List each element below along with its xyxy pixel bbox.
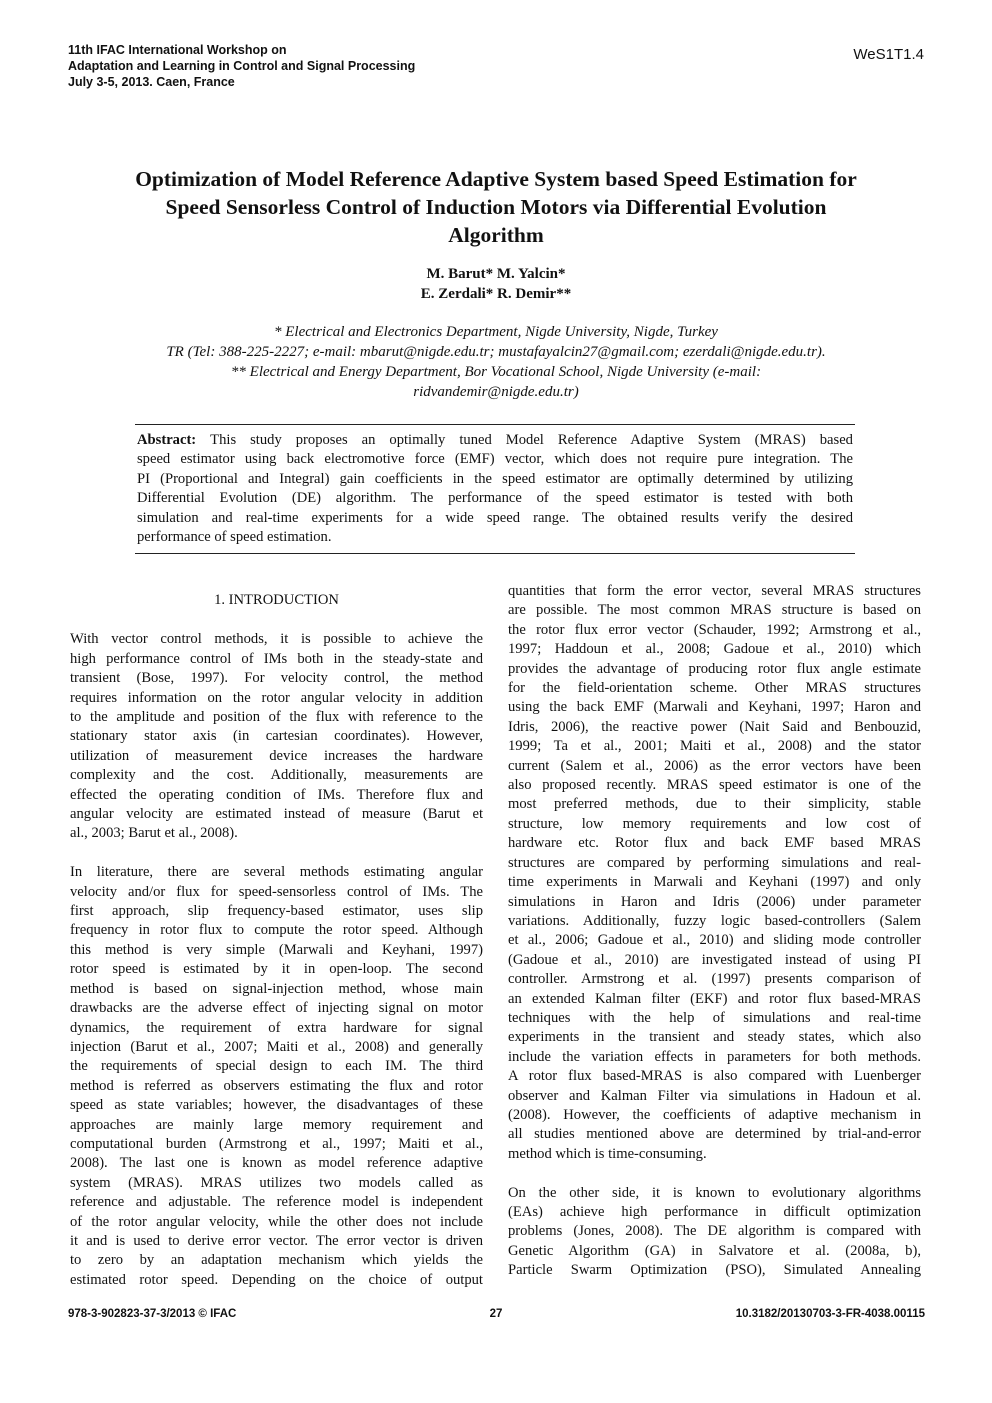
paragraph	[70, 630, 483, 843]
text-line: variations. Additionally, fuzzy logic based-controllers (Salem	[508, 912, 921, 929]
text-line: In literature, there are several methods estimating angular	[70, 864, 483, 881]
conference-line: 11th IFAC International Workshop on	[68, 43, 287, 57]
text-line: reference and adjustable. The reference model is independent	[70, 1194, 483, 1211]
paragraph	[508, 1184, 921, 1281]
text-line: for the field-orientation scheme. Other MRAS structures	[508, 680, 921, 697]
abstract-line: Differential Evolution (DE) algorithm. The performance of the speed estimator is tested with both	[137, 490, 853, 507]
text-line: structures are compared by performing simulations and real-	[508, 854, 921, 871]
text-line: On the other side, it is known to evolutionary algorithms	[508, 1184, 921, 1201]
text-line: A rotor flux based-MRAS is also compared with Luenberger	[508, 1068, 921, 1085]
conference-info	[68, 42, 415, 90]
text-line: 1999; Ta et al., 2001; Maiti et al., 2008) and the stator	[508, 738, 921, 755]
text-line: first approach, slip frequency-based estimator, uses slip	[70, 903, 483, 920]
authors-line: E. Zerdali* R. Demir**	[420, 286, 572, 302]
title-line: Algorithm	[448, 223, 544, 247]
text-line: high performance control of IMs both in the steady-state and	[70, 650, 483, 667]
text-line: simulations in Haron and Idris (2006) under parameter	[508, 893, 921, 910]
text-line: an extended Kalman filter (EKF) and rotor flux based-MRAS	[508, 990, 921, 1007]
text-line: this method is very simple (Marwali and Keyhani, 1997)	[70, 941, 483, 958]
left-column-body	[70, 630, 483, 1290]
left-column	[70, 582, 483, 1310]
text-line: estimated rotor speed. Depending on the choice of output	[70, 1271, 483, 1288]
affiliations	[60, 322, 932, 402]
authors-line: M. Barut* M. Yalcin*	[426, 266, 566, 282]
text-line: system (MRAS). MRAS utilizes two models called as	[70, 1174, 483, 1191]
text-line: transient (Bose, 1997). For velocity control, the method	[70, 670, 483, 687]
footer-isbn: 978-3-902823-37-3/2013 © IFAC	[68, 1308, 237, 1320]
footer-doi: 10.3182/20130703-3-FR-4038.00115	[735, 1308, 925, 1320]
text-line: the rotor flux error vector (Schauder, 1992; Armstrong et al.,	[508, 621, 921, 638]
text-line: using the back EMF (Marwali and Keyhani, 1997; Haron and	[508, 699, 921, 716]
text-line: method is referred as observers estimating the flux and rotor	[70, 1077, 483, 1094]
text-line: rotor speed is estimated by it in open-loop. The second	[70, 961, 483, 978]
footer-page-number: 27	[489, 1308, 503, 1320]
text-line: (2008). However, the coefficients of adaptive mechanism in	[508, 1106, 921, 1123]
title-line: Speed Sensorless Control of Induction Motors via Differential Evolution	[165, 195, 827, 219]
text-line: approaches are mainly large memory requirement and	[70, 1116, 483, 1133]
right-column	[508, 582, 921, 1300]
abstract-line: simulation and real-time experiments for a wide speed range. The obtained results verify the desired	[137, 509, 853, 526]
text-line: to the amplitude and position of the flux with reference to the	[70, 709, 483, 726]
text-line: current (Salem et al., 2006) as the error vectors have been	[508, 757, 921, 774]
text-line: controller. Armstrong et al. (1997) presents comparison of	[508, 971, 921, 988]
text-line: angular velocity are estimated instead of measure (Barut et	[70, 806, 483, 823]
text-line: are possible. The most common MRAS structure is based on	[508, 602, 921, 619]
text-line: et al., 2006; Gadoue et al., 2010) and sliding mode controller	[508, 932, 921, 949]
paragraph	[508, 582, 921, 1164]
text-line: (Gadoue et al., 2010) are investigated instead of using PI	[508, 951, 921, 968]
abstract-line	[137, 431, 853, 450]
text-line: of the rotor angular velocity, while the other does not include	[70, 1213, 483, 1230]
text-line: method is based on signal-injection method, whose main	[70, 980, 483, 997]
text-line: include the variation effects in parameters for both methods.	[508, 1048, 921, 1065]
text-line: utilization of measurement device increases the hardware	[70, 747, 483, 764]
text-line: observer and Kalman Filter via simulations in Hadoun et al.	[508, 1087, 921, 1104]
text-line: to zero by an adaptation mechanism which yields the	[70, 1252, 483, 1269]
abstract-top-rule	[135, 424, 855, 425]
abstract-line: speed estimator using back electromotive force (EMF) vector, which does not require pure integration. The	[137, 451, 853, 468]
text-line: computational burden (Armstrong et al., 1997; Maiti et al.,	[70, 1135, 483, 1152]
affiliation-line: * Electrical and Electronics Department, Nigde University, Nigde, Turkey	[274, 324, 718, 340]
abstract-label: Abstract:	[137, 432, 211, 448]
text-line: the requirements of special design to each IM. The third	[70, 1058, 483, 1075]
session-code: WeS1T1.4	[853, 46, 924, 63]
text-line: also proposed recently. MRAS speed estimator is one of the	[508, 777, 921, 794]
abstract	[137, 431, 853, 547]
text-line: dynamics, the requirement of extra hardware for signal	[70, 1019, 483, 1036]
text-line: quantities that form the error vector, several MRAS structures	[508, 583, 921, 599]
text-line: requires information on the rotor angular velocity in addition	[70, 689, 483, 706]
text-line: effected the operating condition of IMs. Therefore flux and	[70, 786, 483, 803]
text-line: speed as state variables; however, the disadvantages of these	[70, 1097, 483, 1114]
text-line: (EAs) achieve high performance in difficult optimization	[508, 1203, 921, 1220]
authors	[60, 264, 932, 304]
text-line: most preferred methods, due to their simplicity, stable	[508, 796, 921, 813]
paper-title	[60, 165, 932, 249]
conference-line: Adaptation and Learning in Control and Signal Processing	[68, 59, 416, 73]
text-line: With vector control methods, it is possible to achieve the	[70, 631, 483, 648]
abstract-line: performance of speed estimation.	[137, 529, 332, 546]
text-line: time experiments in Marwali and Keyhani (1997) and only	[508, 874, 921, 891]
text-line: 1997; Haddoun et al., 2008; Gadoue et al., 2010) which	[508, 641, 921, 658]
text-line: all studies mentioned above are determined by trial-and-error	[508, 1126, 921, 1143]
title-line: Optimization of Model Reference Adaptive System based Speed Estimation for	[135, 167, 857, 191]
text-line: techniques with the help of simulations and real-time	[508, 1009, 921, 1026]
paragraph	[70, 863, 483, 1290]
text-line: method which is time-consuming.	[508, 1145, 707, 1162]
text-line: it and is used to derive error vector. The error vector is driven	[70, 1232, 483, 1249]
text-line: 2008). The last one is known as model reference adaptive	[70, 1155, 483, 1172]
affiliation-line: ** Electrical and Energy Department, Bor Vocational School, Nigde University (e-mail:	[230, 364, 762, 380]
text-line: provides the advantage of producing rotor flux angle estimate	[508, 660, 921, 677]
abstract-text: This study proposes an optimally tuned Model Reference Adaptive System (MRAS) based	[210, 432, 853, 448]
text-line: al., 2003; Barut et al., 2008).	[70, 825, 238, 842]
text-line: experiments in the transient and steady states, which also	[508, 1029, 921, 1046]
text-line: Particle Swarm Optimization (PSO), Simulated Annealing	[508, 1262, 921, 1279]
text-line: injection (Barut et al., 2007; Maiti et al., 2008) and generally	[70, 1038, 483, 1055]
abstract-line: PI (Proportional and Integral) gain coefficients in the speed estimator are optimally determined by utilizing	[137, 470, 853, 487]
text-line: Idris, 2006), the reactive power (Nait Said and Benbouzid,	[508, 718, 921, 735]
text-line: problems (Jones, 2008). The DE algorithm is compared with	[508, 1223, 921, 1240]
text-line: structure, low memory requirements and low cost of	[508, 815, 921, 832]
affiliation-line: ridvandemir@nigde.edu.tr)	[413, 384, 579, 400]
text-line: stationary stator axis (in cartesian coordinates). However,	[70, 728, 483, 745]
affiliation-line: TR (Tel: 388-225-2227; e-mail: mbarut@nigde.edu.tr; mustafayalcin27@gmail.com; ezerdali@nigde.edu.tr).	[166, 344, 826, 360]
text-line: complexity and the cost. Additionally, measurements are	[70, 767, 483, 784]
text-line: hardware etc. Rotor flux and back EMF based MRAS	[508, 835, 921, 852]
text-line: frequency in rotor flux to compute the rotor speed. Although	[70, 922, 483, 939]
section-heading: 1. INTRODUCTION	[214, 592, 339, 608]
text-line: velocity and/or flux for speed-sensorless control of IMs. The	[70, 883, 483, 900]
text-line: drawbacks are the adverse effect of injecting signal on motor	[70, 1000, 483, 1017]
text-line: Genetic Algorithm (GA) in Salvatore et al. (2008a, b),	[508, 1242, 921, 1259]
abstract-bottom-rule	[135, 553, 855, 554]
conference-line: July 3-5, 2013. Caen, France	[68, 75, 235, 89]
right-column-body	[508, 582, 921, 1281]
